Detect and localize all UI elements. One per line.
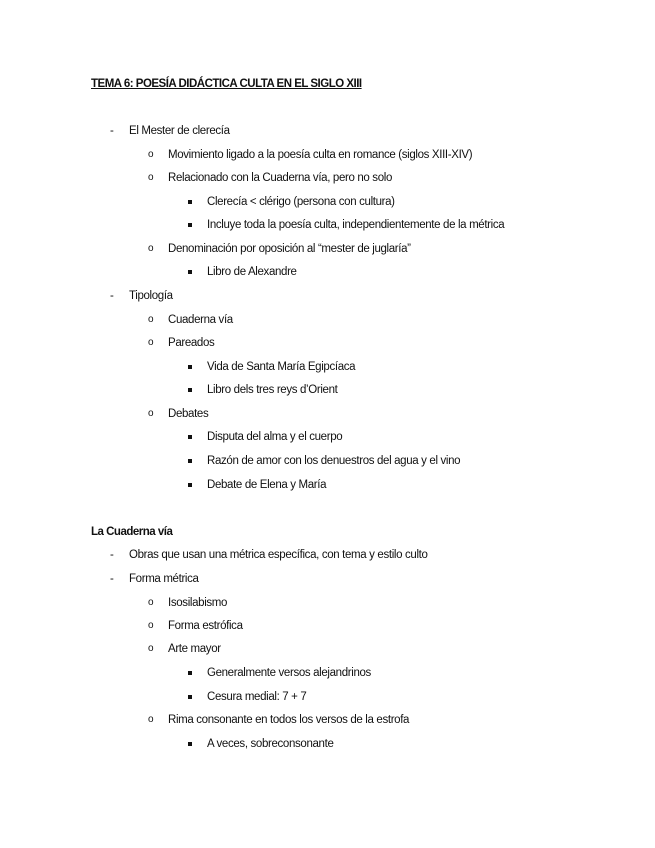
circle-bullet: o — [148, 408, 154, 419]
list-item-tipologia: Tipología — [129, 290, 173, 302]
circle-bullet: o — [148, 597, 154, 608]
dash-bullet: - — [110, 125, 114, 137]
list-item: Disputa del alma y el cuerpo — [207, 431, 343, 443]
list-item: Obras que usan una métrica específica, con tema y estilo culto — [129, 549, 428, 561]
dash-bullet: - — [110, 549, 114, 561]
list-item: Denominación por oposición al “mester de juglaría” — [168, 243, 411, 255]
circle-bullet: o — [148, 314, 154, 325]
square-bullet — [188, 223, 192, 227]
list-item-mester: El Mester de clerecía — [129, 125, 230, 137]
list-item: Generalmente versos alejandrinos — [207, 667, 371, 679]
list-item: Razón de amor con los denuestros del agua y el vino — [207, 455, 461, 467]
list-item: Forma métrica — [129, 573, 199, 585]
square-bullet — [188, 388, 192, 392]
list-item: Movimiento ligado a la poesía culta en romance (siglos XIII-XIV) — [168, 149, 473, 161]
list-item: Vida de Santa María Egipcíaca — [207, 361, 356, 373]
list-item: Rima consonante en todos los versos de la estrofa — [168, 714, 410, 726]
list-item: Cesura medial: 7 + 7 — [207, 691, 307, 703]
list-item: Incluye toda la poesía culta, independientemente de la métrica — [207, 219, 505, 231]
square-bullet — [188, 671, 192, 675]
list-item: Isosilabismo — [168, 597, 228, 609]
square-bullet — [188, 483, 192, 487]
square-bullet — [188, 200, 192, 204]
list-item: Clerecía < clérigo (persona con cultura) — [207, 196, 395, 208]
list-item: Debates — [168, 408, 209, 420]
square-bullet — [188, 365, 192, 369]
circle-bullet: o — [148, 149, 154, 160]
circle-bullet: o — [148, 714, 154, 725]
dash-bullet: - — [110, 290, 114, 302]
document-title: TEMA 6: POESÍA DIDÁCTICA CULTA EN EL SIGLO XIII — [91, 78, 362, 90]
circle-bullet: o — [148, 643, 154, 654]
square-bullet — [188, 270, 192, 274]
list-item: Arte mayor — [168, 643, 221, 655]
square-bullet — [188, 435, 192, 439]
circle-bullet: o — [148, 172, 154, 183]
list-item: Forma estrófica — [168, 620, 243, 632]
list-item: Pareados — [168, 337, 215, 349]
circle-bullet: o — [148, 337, 154, 348]
square-bullet — [188, 742, 192, 746]
list-item: Libro de Alexandre — [207, 266, 297, 278]
list-item: Cuaderna vía — [168, 314, 233, 326]
list-item: Libro dels tres reys d’Orient — [207, 384, 338, 396]
section-heading: La Cuaderna vía — [91, 526, 173, 538]
list-item: Debate de Elena y María — [207, 479, 327, 491]
dash-bullet: - — [110, 573, 114, 585]
circle-bullet: o — [148, 243, 154, 254]
list-item: Relacionado con la Cuaderna vía, pero no solo — [168, 172, 392, 184]
list-item: A veces, sobreconsonante — [207, 738, 334, 750]
circle-bullet: o — [148, 620, 154, 631]
square-bullet — [188, 695, 192, 699]
square-bullet — [188, 459, 192, 463]
